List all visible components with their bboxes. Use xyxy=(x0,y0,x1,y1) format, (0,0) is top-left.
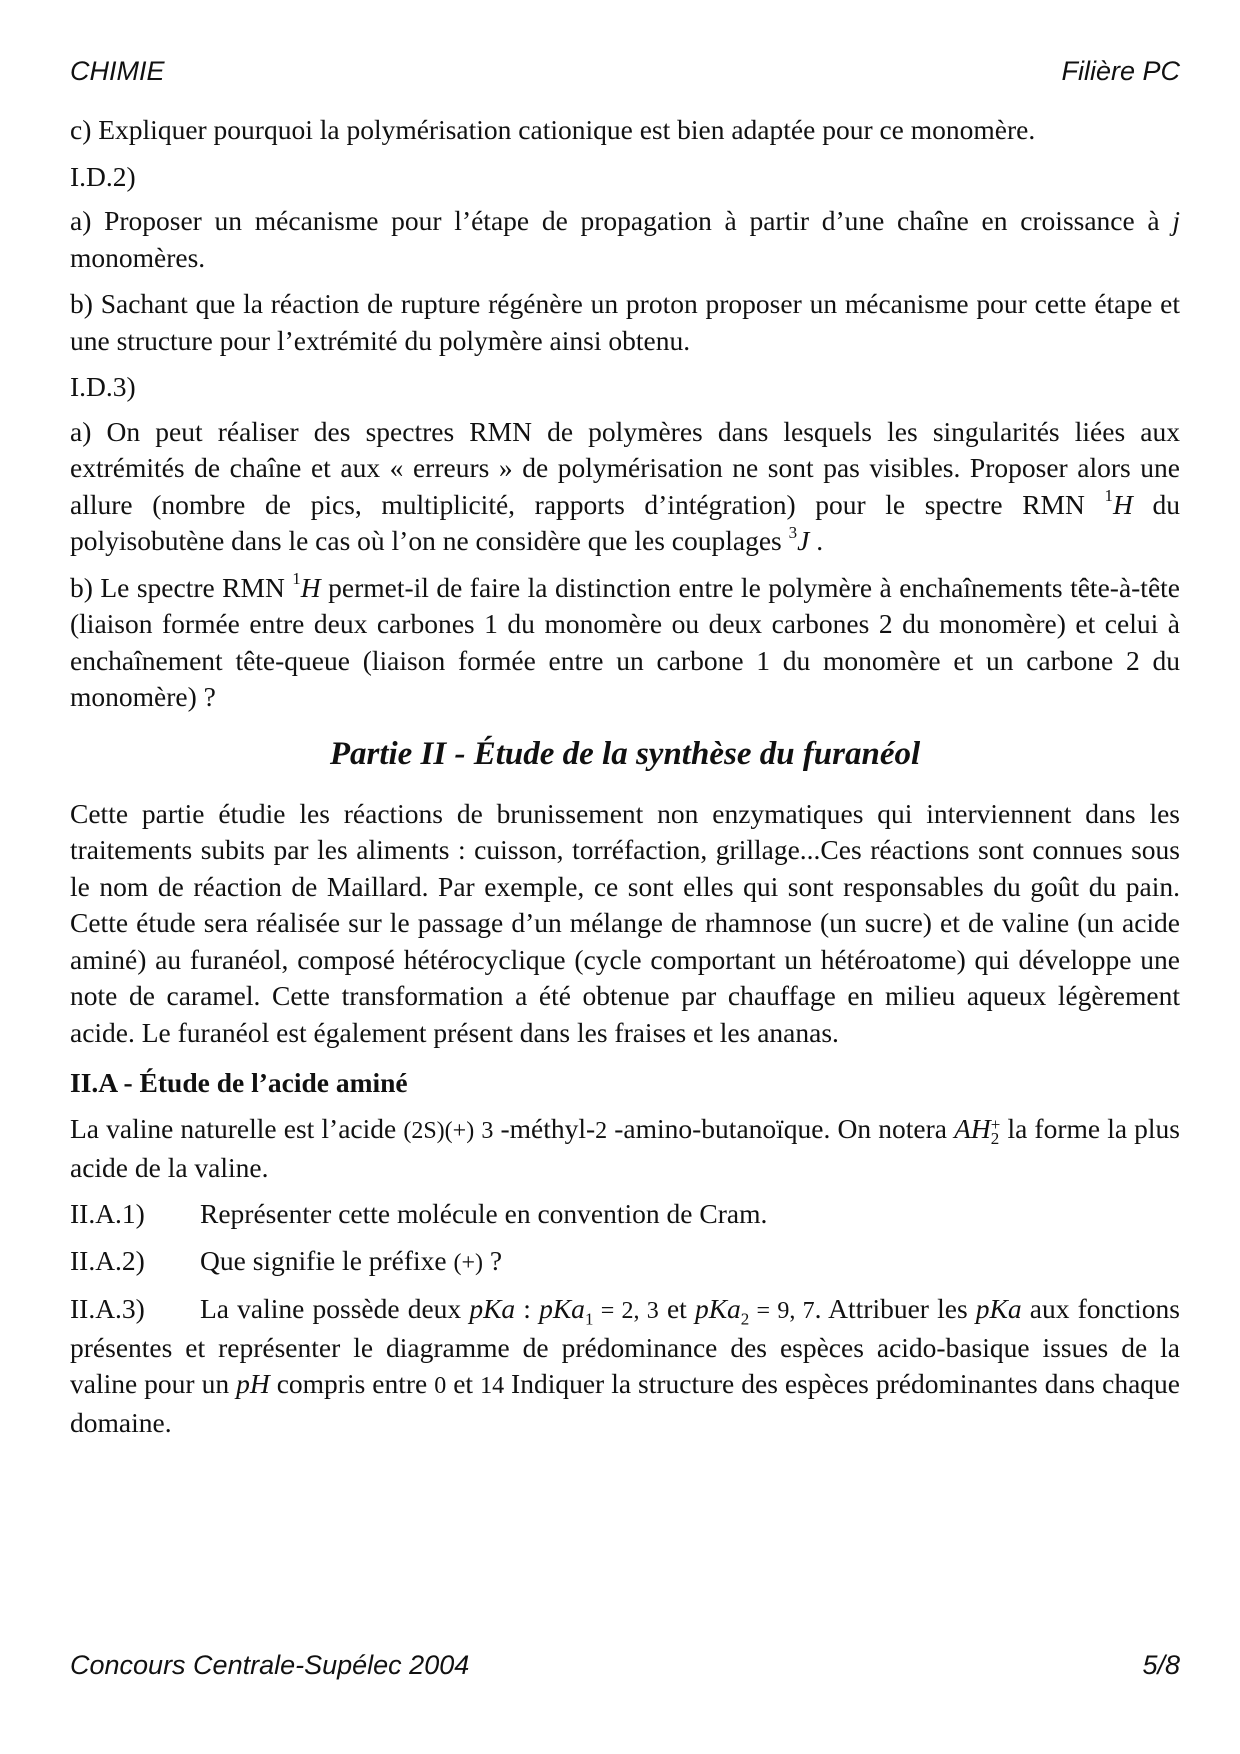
superscript: 1 xyxy=(292,569,301,589)
text: et xyxy=(658,1293,695,1324)
math-h: H xyxy=(300,571,321,603)
part-intro: Cette partie étudie les réactions de brunissement non enzymatiques qui interviennent dans les traitements subits par les aliments : cuisson, torréfaction, grillage...Ces réactions sont connues sous le nom de réaction de Maillard. Par exemple, ce sont elles qui sont responsables du goût du pain. Cette étude sera réalisée sur le passage d’un mélange de rhamnose (un sucre) et de valine (un acide aminé) au furanéol, composé hétérocyclique (cycle comportant un hétéroatome) qui développe une note de caramel. Cette transformation a été obtenue par chauffage en milieu aqueux légèrement acide. Le furanéol est également présent dans les fraises et les ananas. xyxy=(70,797,1180,1048)
math-h: H xyxy=(1113,488,1133,520)
text: compris entre xyxy=(269,1368,435,1399)
math-ah2 xyxy=(954,1113,1001,1148)
section-id3: I.D.3) xyxy=(70,371,136,402)
symbol: (+) xyxy=(453,1249,484,1276)
page-footer xyxy=(70,1650,1180,1681)
text: Que signifie le préfixe xyxy=(200,1244,454,1276)
value: 14 xyxy=(480,1373,505,1399)
question-number: II.A.1) xyxy=(70,1198,145,1229)
question-text xyxy=(200,1243,1180,1282)
subscript: 2 xyxy=(990,1128,1000,1148)
text: La valine naturelle est l’acide xyxy=(70,1113,404,1144)
text: . Attribuer les xyxy=(814,1293,976,1324)
question-text: Représenter cette molécule en convention de Cram. xyxy=(200,1198,768,1229)
superscript: 3 xyxy=(788,522,798,542)
text: -amino-butanoïque. On notera xyxy=(607,1113,955,1144)
math-j: J xyxy=(797,525,810,556)
valine-definition xyxy=(70,1111,1180,1186)
text: monomères. xyxy=(70,241,206,273)
header-subject: CHIMIE xyxy=(70,56,165,86)
text: : xyxy=(515,1293,540,1324)
header-track: Filière PC xyxy=(1061,56,1180,86)
subscript: 1 xyxy=(584,1309,594,1329)
question-c: c) Expliquer pourquoi la polymérisation cationique est bien adaptée pour ce monomère. xyxy=(70,114,1036,145)
value: = 9, 7 xyxy=(749,1298,815,1324)
question-number: II.A.2) xyxy=(70,1244,145,1276)
text: Indiquer la structure des espèces prédominantes dans chaque domaine. xyxy=(70,1368,1180,1438)
text: La valine possède deux xyxy=(200,1293,470,1324)
question-id3-b xyxy=(70,570,1180,716)
section-id2: I.D.2) xyxy=(70,160,136,192)
question-number: II.A.3) xyxy=(70,1293,145,1324)
text: et xyxy=(446,1368,481,1399)
page-content xyxy=(70,112,1180,1451)
subscript: 2 xyxy=(740,1309,750,1329)
locant: 3 xyxy=(481,1118,494,1144)
part-title: Partie II - Étude de la synthèse du furanéol xyxy=(329,735,921,772)
math-j: j xyxy=(1172,205,1180,236)
text: la forme la plus acide de la valine. xyxy=(70,1113,1180,1183)
math-pka2: pKa xyxy=(694,1293,741,1324)
footer-contest: Concours Centrale-Supélec 2004 xyxy=(70,1650,470,1680)
value: 0 xyxy=(434,1373,447,1399)
question-iia1 xyxy=(70,1196,1180,1233)
document-page xyxy=(70,50,1180,1730)
question-id3-a xyxy=(70,414,1180,560)
math-ph: pH xyxy=(236,1368,270,1399)
sup-sub-stack xyxy=(990,1114,1001,1148)
text: a) Proposer un mécanisme pour l’étape de propagation à partir d’une chaîne en croissance à xyxy=(70,205,1173,236)
text: . xyxy=(809,525,824,556)
text: permet-il de faire la distinction entre le polymère à enchaînements tête-à-tête (liaison formée entre deux carbones 1 du monomère ou deux carbones 2 du monomère) et celui à enchaînement tête-queue (liaison formée entre un carbone 1 du monomère et un carbone 2 du monomère) ? xyxy=(70,571,1180,712)
question-id2-b: b) Sachant que la réaction de rupture régénère un proton proposer un mécanisme pour cette étape et une structure pour l’extrémité du polymère ainsi obtenu. xyxy=(70,288,1180,356)
text: AH xyxy=(954,1113,991,1144)
superscript: 1 xyxy=(1104,486,1113,506)
question-id2-a xyxy=(70,203,1180,276)
value: = 2, 3 xyxy=(593,1298,659,1324)
question-iia3 xyxy=(70,1291,1180,1441)
math-pka: pKa xyxy=(975,1293,1022,1324)
section-title-iia: II.A - Étude de l’acide aminé xyxy=(70,1067,408,1098)
superscript: + xyxy=(990,1114,1001,1134)
question-iia2 xyxy=(70,1243,1180,1282)
page-header xyxy=(70,56,1180,87)
text: aux fonctions présentes et représenter le diagramme de prédominance des espèces acido-basique issues de la valine pour un xyxy=(70,1293,1180,1399)
text: du polyisobutène dans le cas où l’on ne considère que les couplages xyxy=(70,488,1180,556)
math-pka: pKa xyxy=(469,1293,516,1324)
page-number: 5/8 xyxy=(1142,1650,1180,1680)
text: b) Le spectre RMN xyxy=(70,571,293,603)
locant: 2 xyxy=(595,1118,608,1144)
math-pka1: pKa xyxy=(539,1293,585,1324)
configuration: (2S)(+) xyxy=(403,1118,475,1144)
text: a) On peut réaliser des spectres RMN de polymères dans lesquels les singularités liées aux extrémités de chaîne et aux « erreurs » de polymérisation ne sont pas visibles. Proposer alors une allure (nombre de pics, multiplicité, rapports d’intégration) pour le spectre RMN xyxy=(70,415,1180,520)
text: -méthyl- xyxy=(493,1113,596,1144)
text: ? xyxy=(483,1244,503,1276)
